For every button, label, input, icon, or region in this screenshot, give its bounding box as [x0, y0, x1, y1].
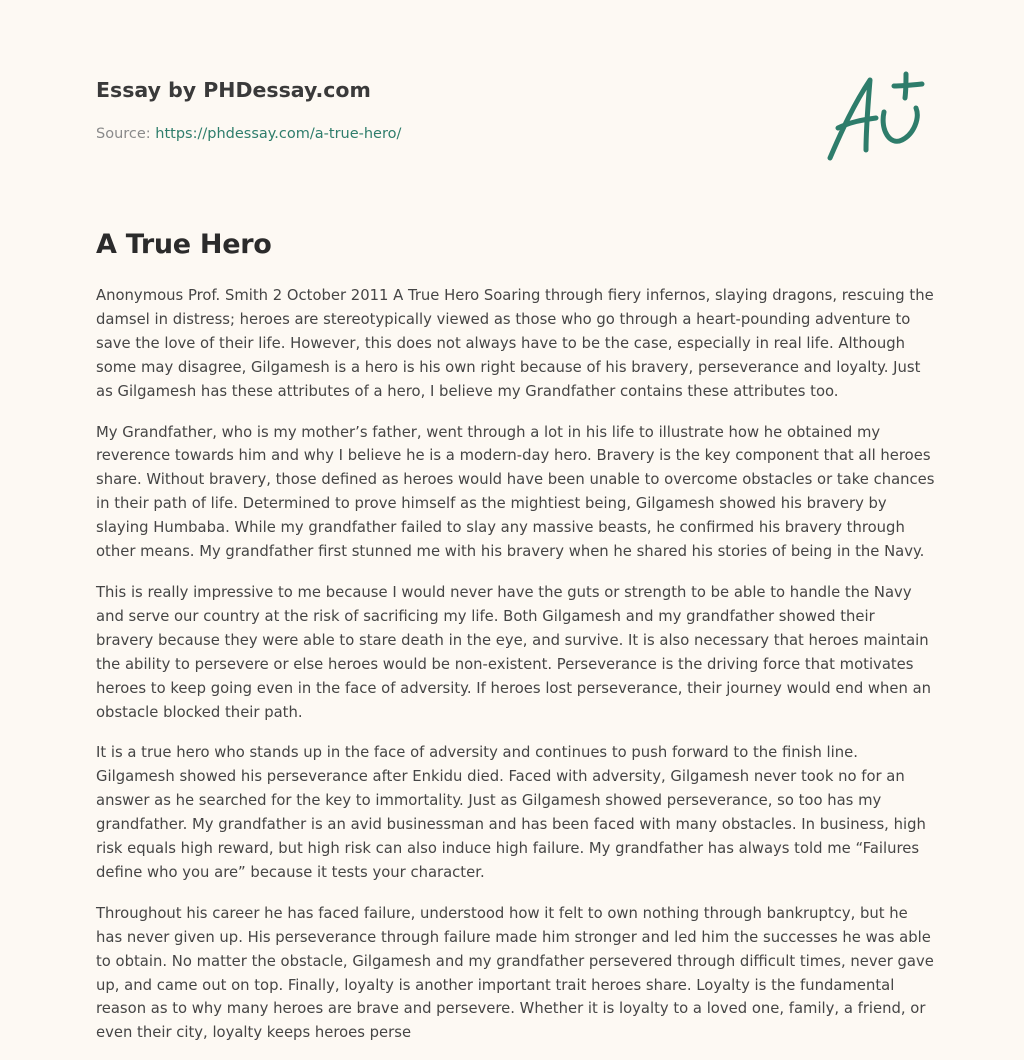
- essay-paragraph: Throughout his career he has faced failure, understood how it felt to own nothing through bankruptcy, but he has never given up. His perseverance through failure made him stronger and led him the successes he was able to obtain. No matter the obstacle, Gilgamesh and my grandfather persevered through difficult times, never gave up, and came out on top. Finally, loyalty is another important trait heroes share. Loyalty is the fundamental reason as to why many heroes are brave and persevere. Whether it is loyalty to a loved one, family, a friend, or even their city, loyalty keeps heroes perse: [96, 904, 934, 1042]
- a-plus-logo-icon: [824, 68, 928, 164]
- essay-header: [96, 76, 928, 176]
- source-label: Source:: [96, 126, 151, 142]
- brand-title: Essay by PHDessay.com: [96, 78, 371, 102]
- essay-paragraph: Anonymous Prof. Smith 2 October 2011 A True Hero Soaring through fiery infernos, slaying dragons, rescuing the damsel in distress; heroes are stereotypically viewed as those who go through a heart-pounding adventure to save the love of their life. However, this does not always have to be the case, especially in real life. Although some may disagree, Gilgamesh is a hero is his own right because of his bravery, perseverance and loyalty. Just as Gilgamesh has these attributes of a hero, I believe my Grandfather contains these attributes too.: [96, 287, 934, 400]
- source-line: [96, 124, 401, 144]
- essay-title: A True Hero: [96, 229, 272, 260]
- essay-paragraph: This is really impressive to me because I would never have the guts or strength to be able to handle the Navy and serve our country at the risk of sacrificing my life. Both Gilgamesh and my grandfather showed their bravery because they were able to stare death in the eye, and survive. It is also necessary that heroes maintain the ability to persevere or else heroes would be non-existent. Perseverance is the driving force that motivates heroes to keep going even in the face of adversity. If heroes lost perseverance, their journey would end when an obstacle blocked their path.: [96, 583, 932, 721]
- essay-paragraph: My Grandfather, who is my mother’s father, went through a lot in his life to illustrate how he obtained my reverence towards him and why I believe he is a modern-day hero. Bravery is the key component that all heroes share. Without bravery, those defined as heroes would have been unable to overcome obstacles or take chances in their path of life. Determined to prove himself as the mightiest being, Gilgamesh showed his bravery by slaying Humbaba. While my grandfather failed to slay any massive beasts, he confirmed his bravery through other means. My grandfather first stunned me with his bravery when he shared his stories of being in the Navy.: [96, 423, 935, 561]
- source-link[interactable]: https://phdessay.com/a-true-hero/: [155, 126, 402, 142]
- essay-body: [96, 284, 936, 1060]
- a-plus-logo-graphic: [824, 68, 928, 164]
- essay-paragraph: It is a true hero who stands up in the face of adversity and continues to push forward to the finish line. Gilgamesh showed his perseverance after Enkidu died. Faced with adversity, Gilgamesh never took no for an answer as he searched for the key to immortality. Just as Gilgamesh showed perseverance, so too has my grandfather. My grandfather is an avid businessman and has been faced with many obstacles. In business, high risk equals high reward, but high risk can also induce high failure. My grandfather has always told me “Failures define who you are” because it tests your character.: [96, 744, 926, 881]
